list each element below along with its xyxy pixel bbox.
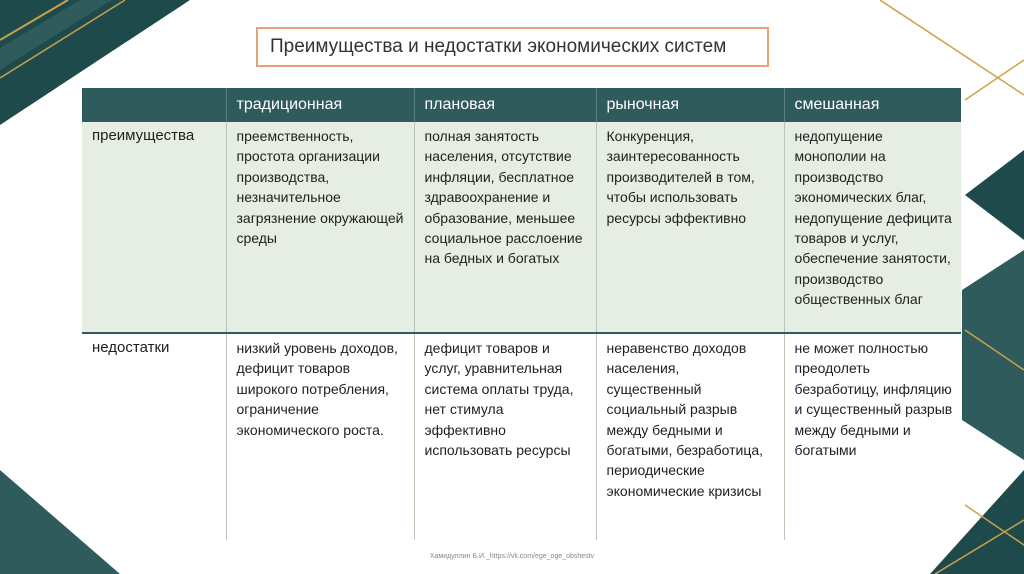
header-planned: плановая <box>414 88 596 122</box>
cell-advantages-mixed: недопущение монополии на производство экономических благ, недопущение дефицита товаров и услуг, обеспечение занятости, производство общественных благ <box>784 122 961 333</box>
cell-disadvantages-mixed: не может полностью преодолеть безработицу, инфляцию и существенный разрыв между бедными и богатыми <box>784 333 961 540</box>
teal-shape-right <box>965 150 1024 240</box>
comparison-table <box>82 88 961 540</box>
cell-advantages-market: Конкуренция, заинтересованность производителей в том, чтобы использовать ресурсы эффективно <box>596 122 784 333</box>
cell-advantages-traditional: преемственность, простота организации производства, незначительное загрязнение окружающей среды <box>226 122 414 333</box>
cell-disadvantages-planned: дефицит товаров и услуг, уравнительная система оплаты труда, нет стимула эффективно использовать ресурсы <box>414 333 596 540</box>
gold-line-top-right <box>880 0 1024 95</box>
header-empty <box>82 88 226 122</box>
cell-disadvantages-market: неравенство доходов населения, существенный социальный разрыв между бедными и богатыми, безработица, периодические экономические кризисы <box>596 333 784 540</box>
table-row-advantages <box>82 122 961 333</box>
header-market: рыночная <box>596 88 784 122</box>
footer-credit: Хамидуллин Б.И._https://vk.com/ege_oge_obshestv <box>429 553 595 560</box>
header-traditional: традиционная <box>226 88 414 122</box>
table-header-row <box>82 88 961 122</box>
row-label-advantages: преимущества <box>82 122 226 333</box>
cell-disadvantages-traditional: низкий уровень доходов, дефицит товаров широкого потребления, ограничение экономического роста. <box>226 333 414 540</box>
table-row-disadvantages <box>82 333 961 540</box>
cell-advantages-planned: полная занятость населения, отсутствие инфляции, бесплатное здравоохранение и образование, меньшее социальное расслоение на бедных и богатых <box>414 122 596 333</box>
teal-shape-right-2 <box>962 250 1024 460</box>
slide-title: Преимущества и недостатки экономических систем <box>256 27 769 67</box>
header-mixed: смешанная <box>784 88 961 122</box>
gold-line-right <box>965 60 1024 100</box>
row-label-disadvantages: недостатки <box>82 333 226 540</box>
